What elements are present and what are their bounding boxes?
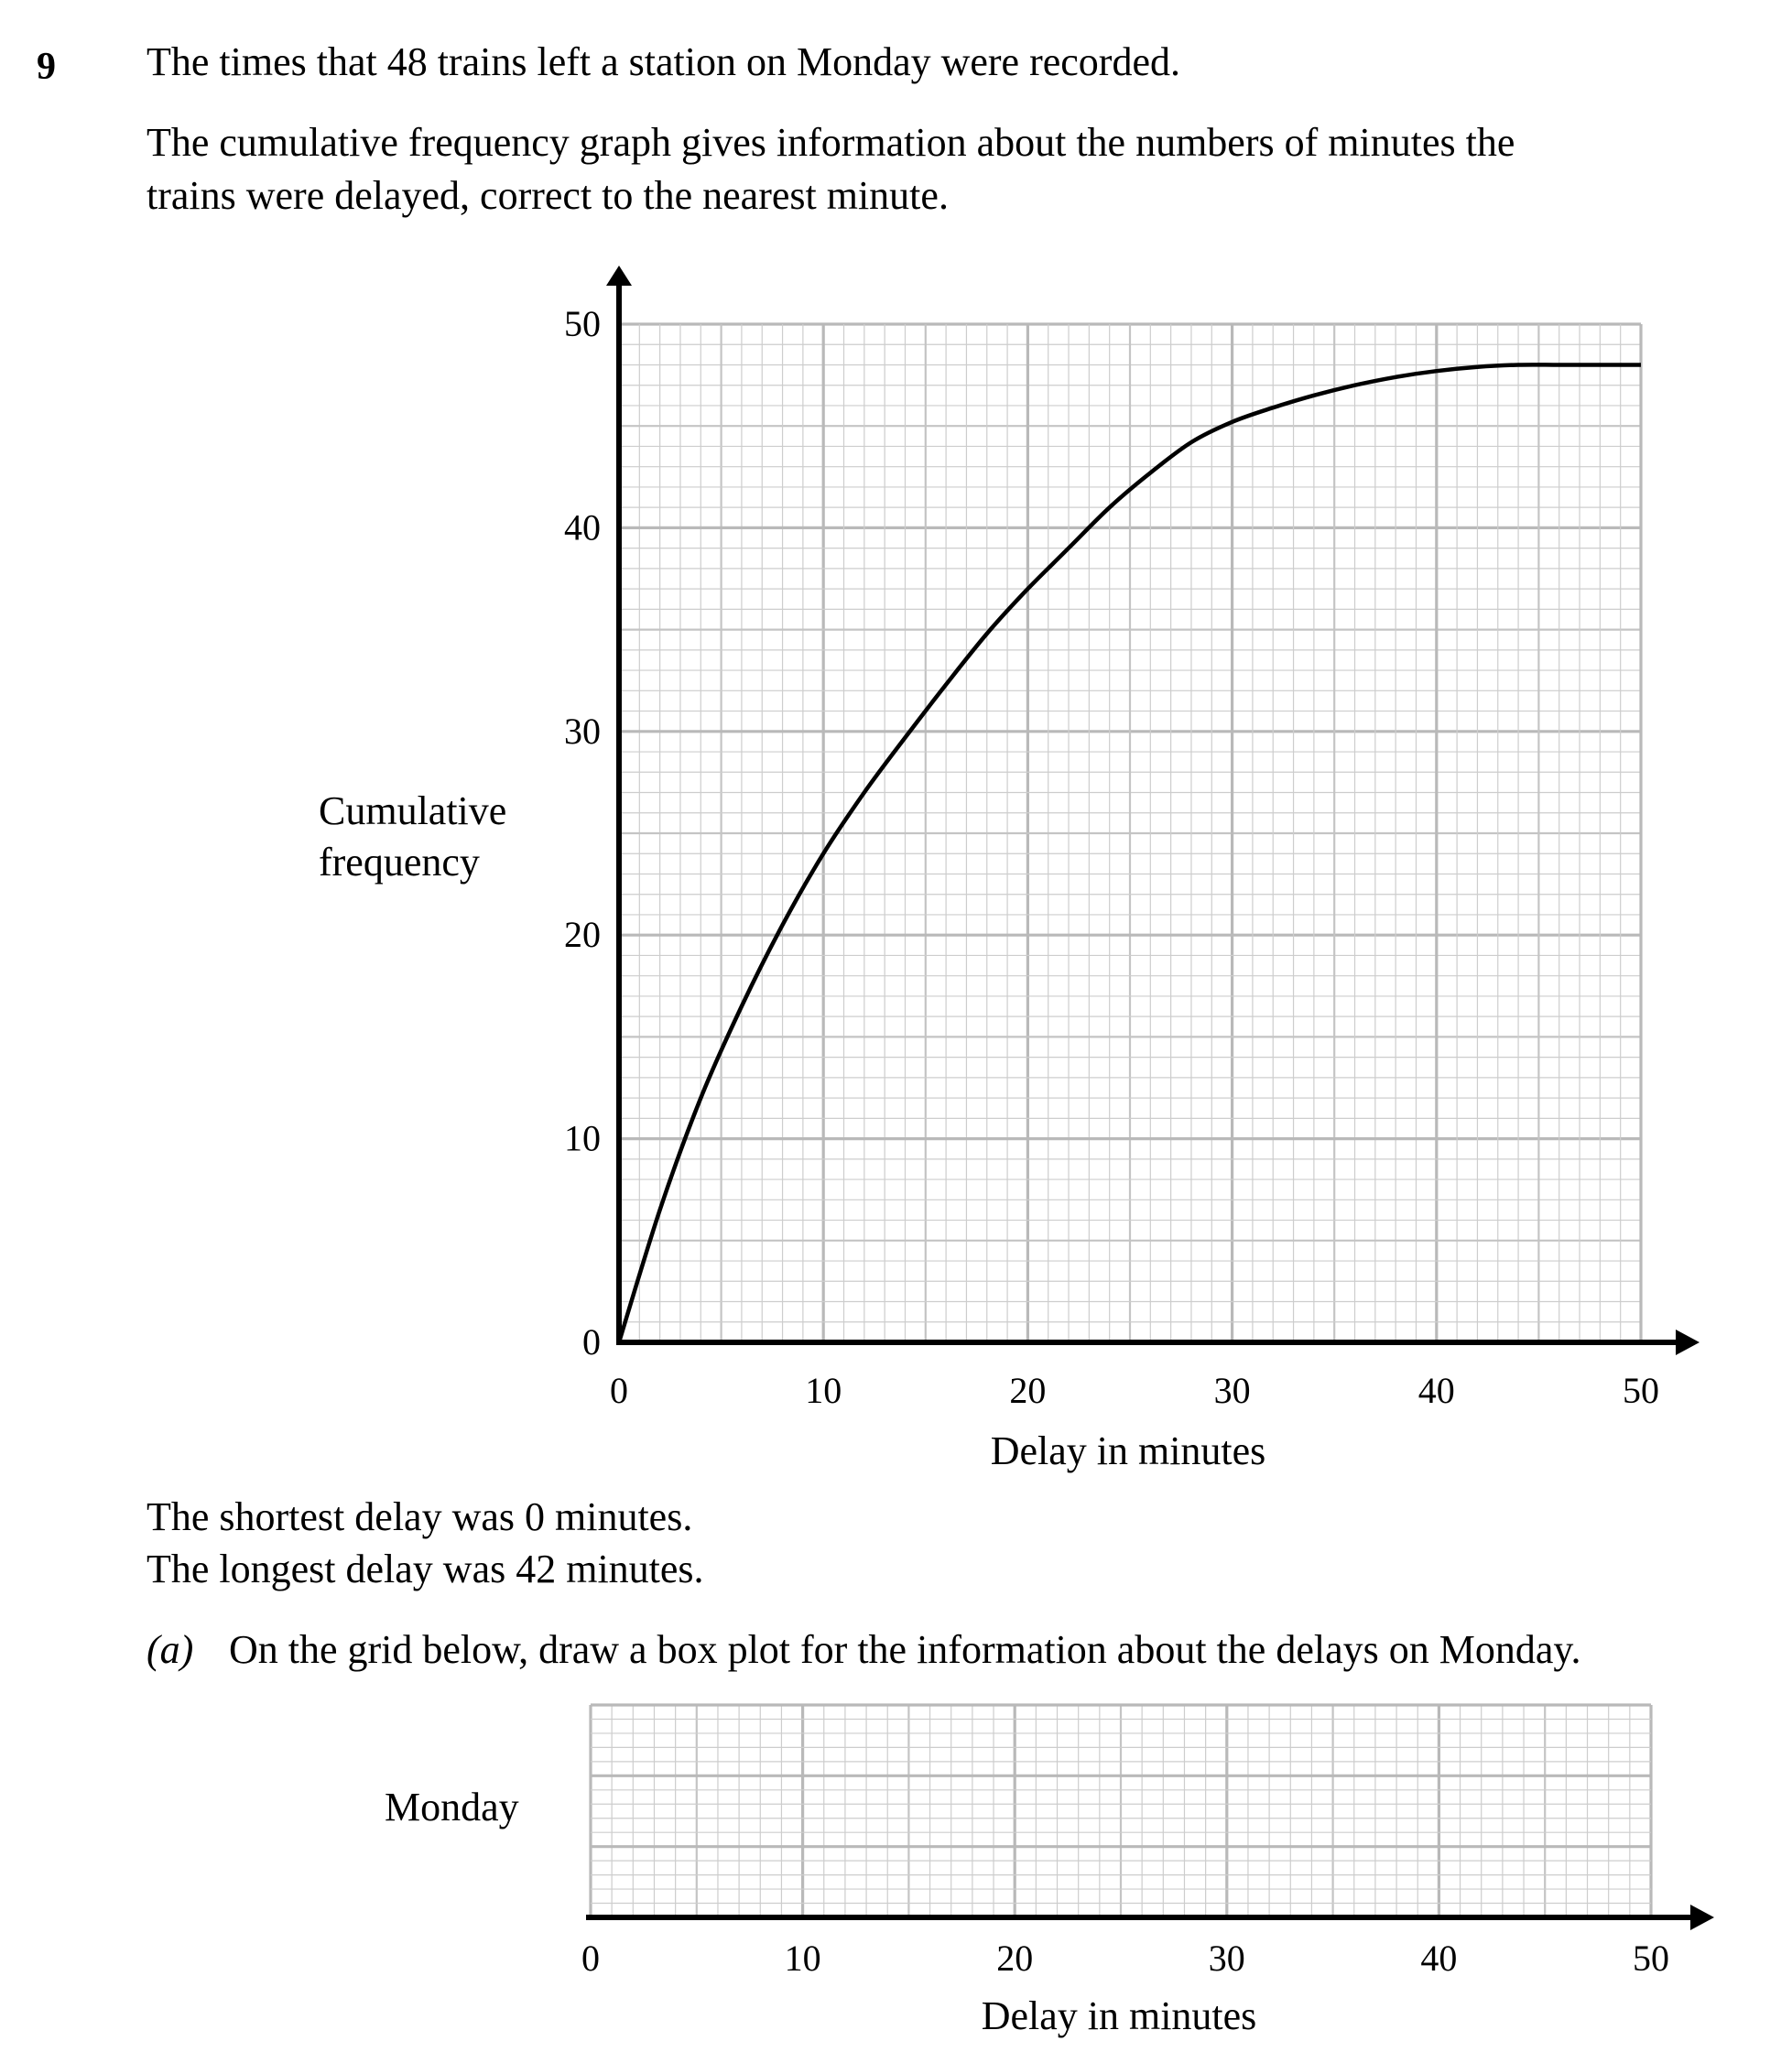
question-number: 9 xyxy=(37,46,56,88)
bp-x-tick-label: 20 xyxy=(996,1938,1034,1979)
cf-ticks xyxy=(564,303,1659,1411)
cf-y-tick-label: 40 xyxy=(564,506,601,548)
question-description-line1: The cumulative frequency graph gives information about the numbers of minutes the xyxy=(147,120,1515,165)
question-intro: The times that 48 trains left a station on Monday were recorded. xyxy=(147,39,1180,84)
cf-y-axis-arrow xyxy=(606,266,632,286)
shortest-delay-note: The shortest delay was 0 minutes. xyxy=(147,1494,693,1539)
part-a-instruction: On the grid below, draw a box plot for the information about the delays on Monday. xyxy=(229,1627,1581,1672)
bp-row-label: Monday xyxy=(385,1785,519,1829)
part-a-label xyxy=(147,1627,194,1672)
bp-ticks xyxy=(581,1938,1669,1979)
bp-x-tick-label: 40 xyxy=(1420,1938,1458,1979)
cf-x-tick-label: 50 xyxy=(1623,1370,1659,1411)
cf-x-tick-label: 30 xyxy=(1213,1370,1251,1411)
bp-x-tick-label: 0 xyxy=(581,1938,600,1979)
cf-x-tick-label: 0 xyxy=(610,1370,628,1411)
bp-grid xyxy=(591,1705,1651,1917)
cf-y-tick-label: 20 xyxy=(564,914,601,956)
cf-x-tick-label: 40 xyxy=(1417,1370,1455,1411)
cf-ylabel-line1: Cumulative xyxy=(319,788,507,833)
cf-y-tick-label: 30 xyxy=(564,710,601,752)
bp-x-tick-label: 10 xyxy=(784,1938,821,1979)
question-description-line2: trains were delayed, correct to the nearest minute. xyxy=(147,173,949,218)
longest-delay-note: The longest delay was 42 minutes. xyxy=(147,1547,704,1591)
cf-x-axis-arrow xyxy=(1676,1330,1700,1355)
cf-y-tick-label: 0 xyxy=(582,1321,601,1363)
part-a-letter: (a) xyxy=(147,1627,194,1672)
cf-x-tick-label: 20 xyxy=(1009,1370,1047,1411)
bp-x-tick-label: 50 xyxy=(1633,1938,1669,1979)
cf-xlabel: Delay in minutes xyxy=(990,1428,1266,1473)
bp-x-tick-label: 30 xyxy=(1208,1938,1245,1979)
cf-y-tick-label: 50 xyxy=(564,303,601,344)
bp-xlabel: Delay in minutes xyxy=(981,1993,1257,2038)
cf-y-tick-label: 10 xyxy=(564,1117,601,1159)
cf-x-tick-label: 10 xyxy=(805,1370,842,1411)
cf-grid xyxy=(619,324,1641,1342)
cf-ylabel-line2: frequency xyxy=(319,840,480,885)
box-plot-grid xyxy=(385,1705,1714,2038)
bp-x-axis-arrow xyxy=(1690,1905,1714,1930)
cumulative-frequency-chart xyxy=(319,266,1700,1473)
